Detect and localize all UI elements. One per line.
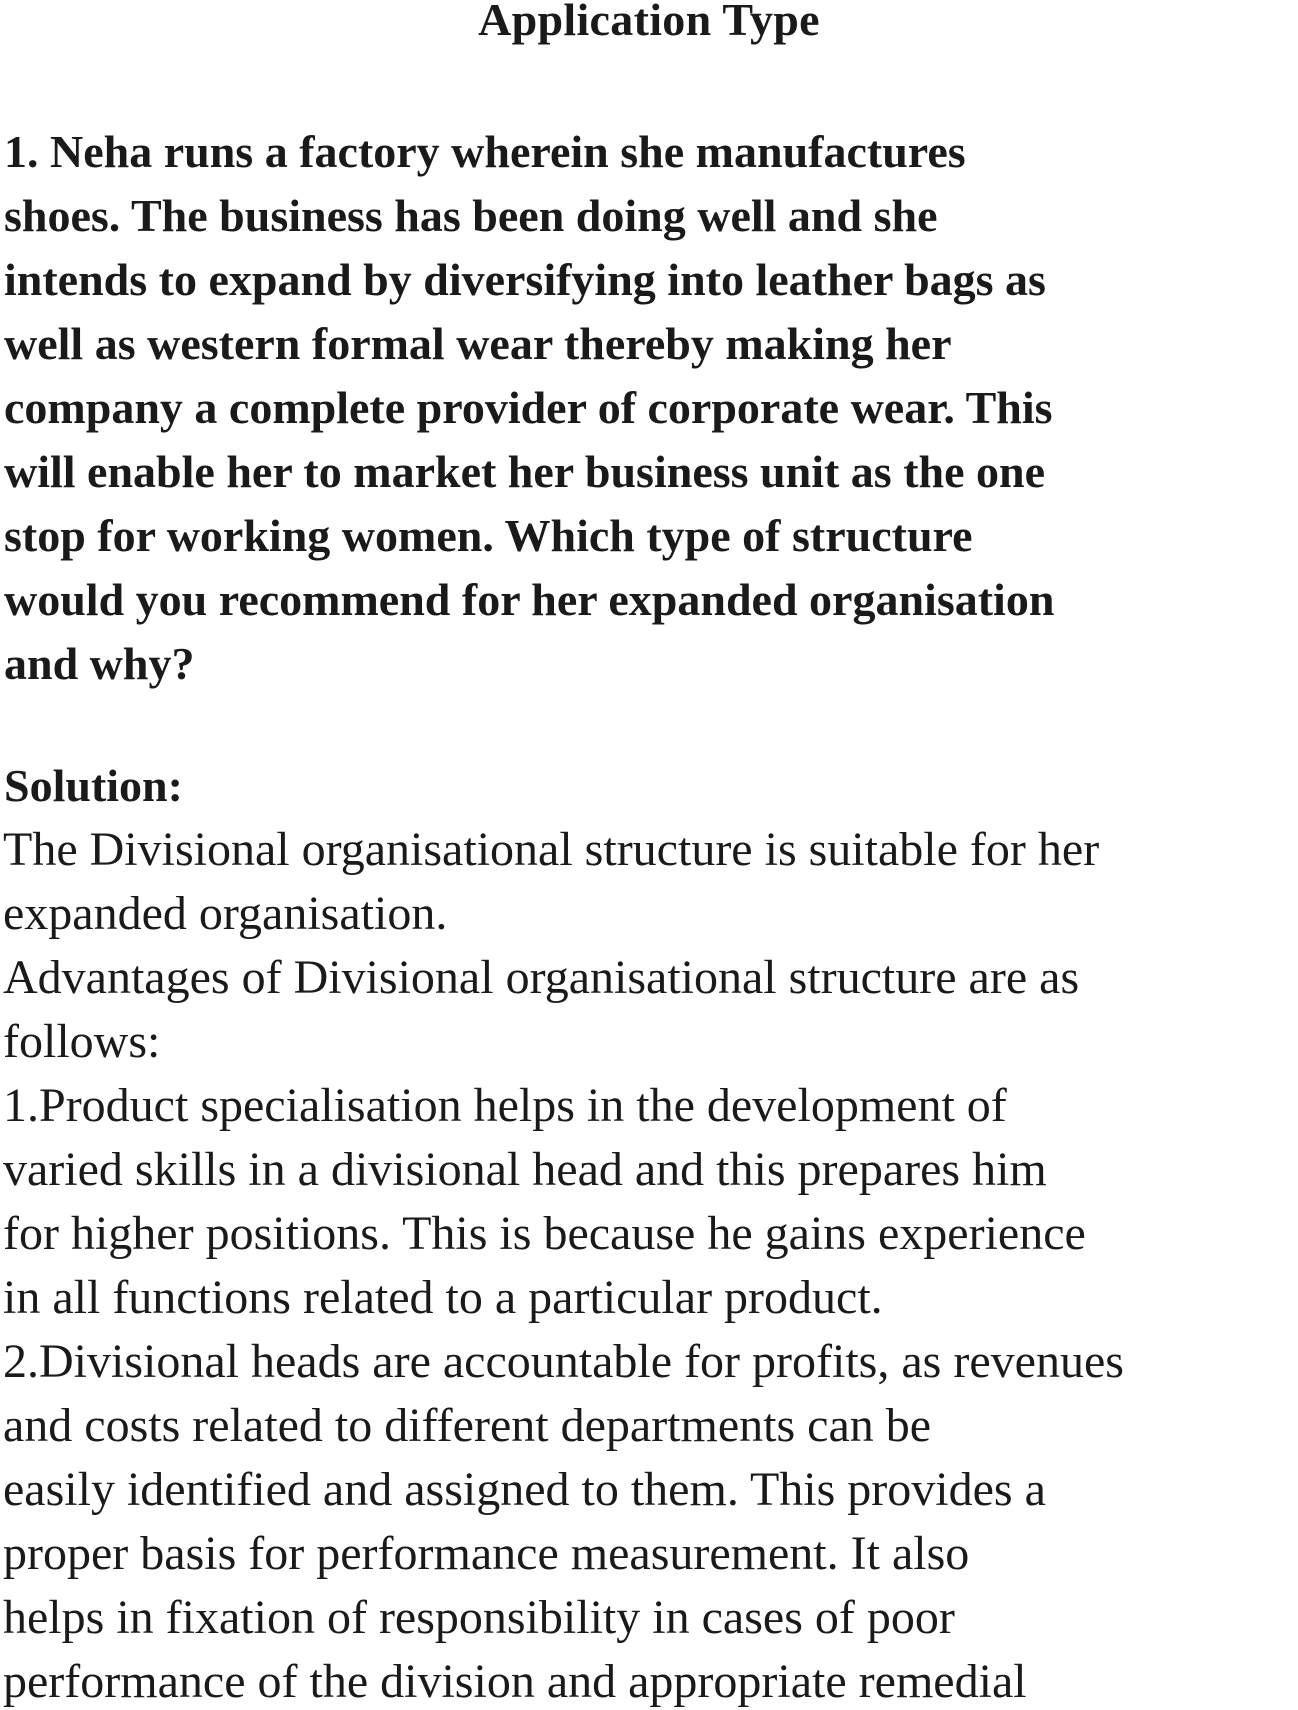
answer-line: helps in fixation of responsibility in cases of poor	[3, 1591, 955, 1644]
question-line: and why?	[4, 638, 195, 689]
answer-line: Advantages of Divisional organisational structure are as	[3, 951, 1080, 1004]
answer-line: proper basis for performance measurement. It also	[3, 1527, 970, 1580]
answer-line: 1.Product specialisation helps in the development of	[3, 1079, 1007, 1132]
answer-line: follows:	[3, 1015, 161, 1068]
answer-line: The Divisional organisational structure is suitable for her	[3, 823, 1100, 876]
question-line: company a complete provider of corporate wear. This	[4, 382, 1053, 433]
answer-line: for higher positions. This is because he gains experience	[3, 1207, 1086, 1260]
answer-line: expanded organisation.	[3, 887, 448, 940]
answer-line: performance of the division and appropriate remedial	[3, 1655, 1027, 1708]
answer-line: varied skills in a divisional head and this prepares him	[3, 1143, 1047, 1196]
answer-line: in all functions related to a particular product.	[3, 1271, 883, 1324]
solution-label: Solution:	[4, 760, 183, 811]
answer-line: and costs related to different departments can be	[3, 1399, 932, 1452]
answer-line: 2.Divisional heads are accountable for profits, as revenues	[3, 1335, 1124, 1388]
question-line: well as western formal wear thereby making her	[4, 318, 952, 369]
section-heading: Application Type	[478, 0, 820, 45]
question-line: would you recommend for her expanded organisation	[4, 574, 1055, 625]
answer-block	[3, 818, 1295, 1710]
question-line: shoes. The business has been doing well and she	[4, 190, 938, 241]
answer-line: easily identified and assigned to them. This provides a	[3, 1463, 1046, 1516]
question-block	[4, 120, 1294, 696]
question-line: will enable her to market her business unit as the one	[4, 446, 1046, 497]
question-line: intends to expand by diversifying into leather bags as	[4, 254, 1046, 305]
question-line: 1. Neha runs a factory wherein she manufactures	[4, 126, 966, 177]
question-line: stop for working women. Which type of structure	[4, 510, 973, 561]
